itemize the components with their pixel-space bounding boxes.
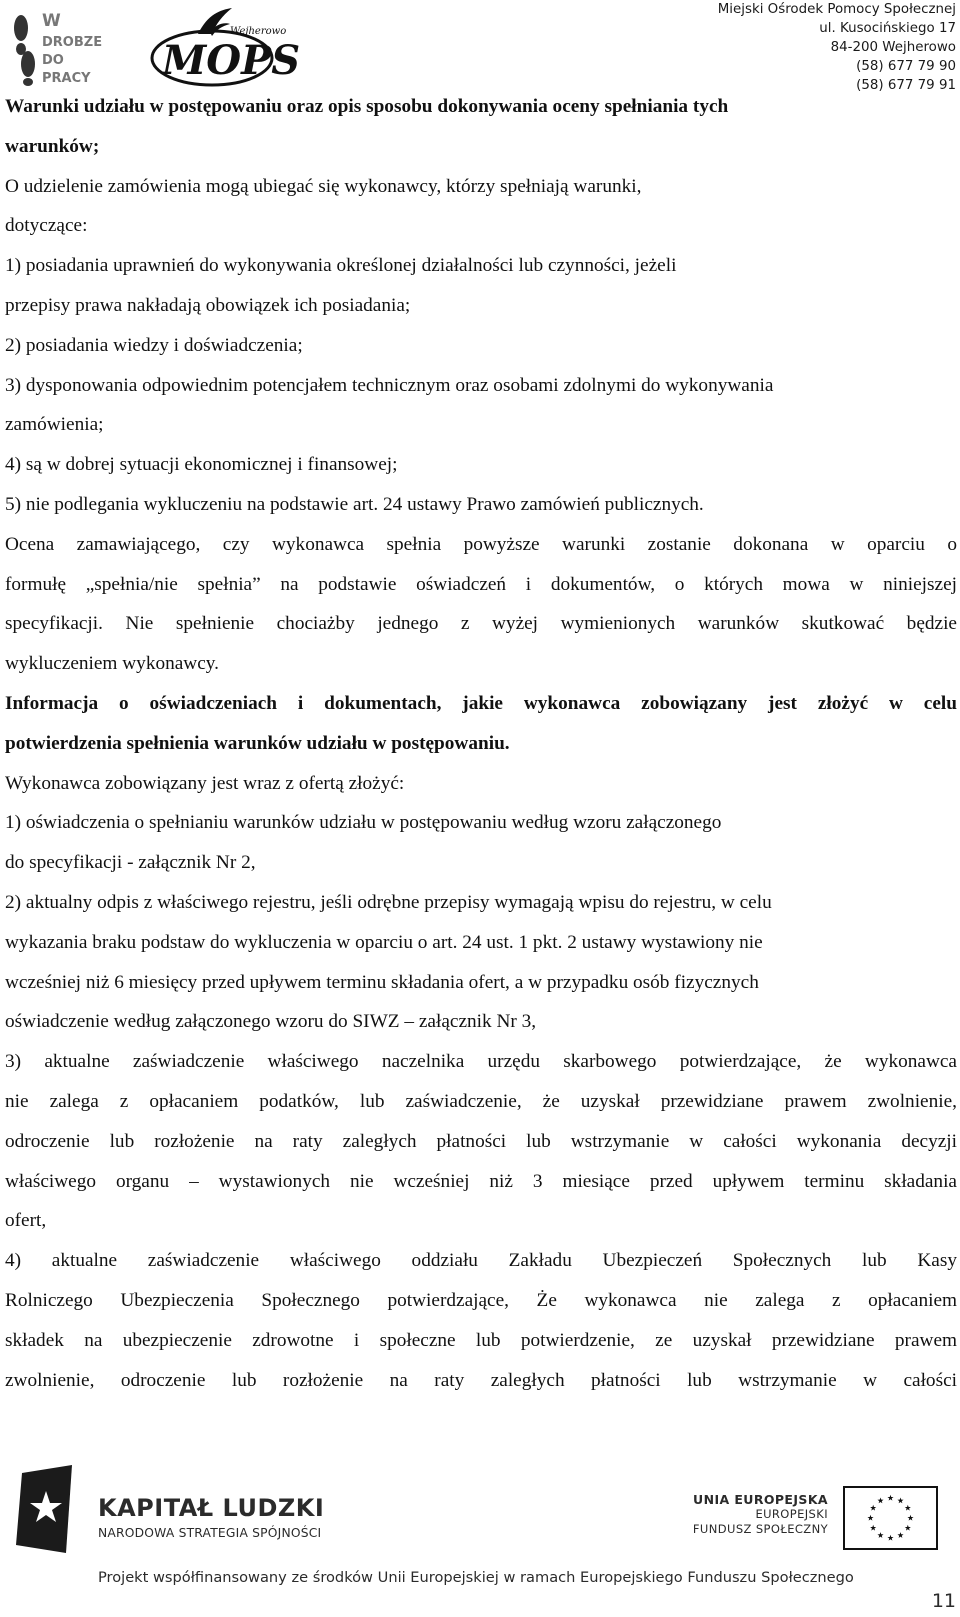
text-line: specyfikacji. Nie spełnienie chociażby jednego z wyżej wymienionych warunków skutkować będzie — [5, 613, 957, 635]
text-line: odroczenie lub rozłożenie na raty zaległych płatności lub wstrzymanie w całości wykonania decyzji — [5, 1130, 957, 1152]
eu-label-line: EUROPEJSKI — [755, 1507, 828, 1521]
eu-fund-label — [693, 1492, 828, 1537]
address-line: Miejski Ośrodek Pomocy Społecznej — [717, 2, 956, 17]
text-line: właściwego organu – wystawionych nie wcześniej niż 3 miesiące przed upływem terminu składania — [5, 1170, 957, 1192]
text-line: oświadczenie według załączonego wzoru do SIWZ – załącznik Nr 3, — [5, 1011, 537, 1033]
text-line: 4) aktualne zaświadczenie właściwego oddziału Zakładu Ubezpieczeń Społecznych lub Kasy — [5, 1250, 957, 1272]
text-line: wykluczeniem wykonawcy. — [5, 653, 219, 675]
text-line: zamówienia; — [5, 414, 104, 436]
page-number: 11 — [931, 1590, 956, 1612]
text-line: 1) posiadania uprawnień do wykonywania określonej działalności lub czynności, jeżeli — [5, 255, 677, 277]
section-heading: warunków; — [5, 135, 100, 157]
cofinancing-note: Projekt współfinansowany ze środków Unii Europejskiej w ramach Europejskiego Funduszu Społecznego — [98, 1569, 854, 1586]
section-heading: Warunki udziału w postępowaniu oraz opis sposobu dokonywania oceny spełniania tych — [5, 96, 729, 117]
text-line: wcześniej niż 6 miesięcy przed upływem terminu składania ofert, a w przypadku osób fizycznych — [5, 971, 759, 993]
section-heading: potwierdzenia spełnienia warunków udziału w postępowaniu. — [5, 732, 510, 754]
text-line: wykazania braku podstaw do wykluczenia w oparciu o art. 24 ust. 1 pkt. 2 ustawy wystawiony nie — [5, 931, 763, 953]
document-body — [5, 87, 957, 1400]
svg-text:DO: DO — [42, 53, 64, 68]
section-heading: Informacja o oświadczeniach i dokumentach, jakie wykonawca zobowiązany jest złożyć w celu — [5, 692, 957, 714]
svg-text:PRACY: PRACY — [42, 71, 91, 86]
kapital-ludzki-subtitle: NARODOWA STRATEGIA SPÓJNOŚCI — [98, 1526, 322, 1540]
text-line: 1) oświadczenia o spełnianiu warunków udziału w postępowaniu według wzoru załączonego — [5, 812, 722, 834]
institution-address — [718, 0, 956, 95]
text-line: 2) aktualny odpis z właściwego rejestru, jeśli odrębne przepisy wymagają wpisu do rejestru, w celu — [5, 891, 772, 913]
svg-text:Wejherowo: Wejherowo — [230, 26, 287, 37]
address-line: (58) 677 79 90 — [856, 59, 956, 74]
eu-label-line: FUNDUSZ SPOŁECZNY — [692, 1522, 828, 1536]
kapital-ludzki-star-icon — [16, 1465, 76, 1555]
eu-flag-icon — [843, 1486, 938, 1550]
page-footer — [0, 1455, 960, 1617]
text-line: do specyfikacji - załącznik Nr 2, — [5, 852, 256, 874]
text-line: nie zalega z opłacaniem podatków, lub zaświadczenie, że uzyskał przewidziane prawem zwolnienie, — [5, 1090, 957, 1112]
address-line: 84-200 Wejherowo — [830, 40, 956, 55]
text-line: przepisy prawa nakładają obowiązek ich posiadania; — [5, 294, 411, 316]
svg-text:DROBZE: DROBZE — [42, 35, 103, 50]
text-line: składek na ubezpieczenie zdrowotne i społeczne lub potwierdzenie, ze uzyskał przewidziane prawem — [5, 1329, 957, 1351]
mops-logo — [150, 4, 301, 88]
mops-logo-text: MOPS — [162, 37, 301, 84]
text-line: ofert, — [5, 1210, 47, 1232]
logo-wbd-text: W — [42, 11, 61, 31]
w-drodze-do-pracy-logo — [6, 6, 119, 86]
text-line: 2) posiadania wiedzy i doświadczenia; — [5, 334, 303, 356]
address-line: (58) 677 79 91 — [856, 78, 956, 93]
text-line: dotyczące: — [5, 215, 88, 237]
text-line: 5) nie podlegania wykluczeniu na podstawie art. 24 ustawy Prawo zamówień publicznych. — [5, 493, 704, 515]
eu-label-line: UNIA EUROPEJSKA — [693, 1492, 828, 1507]
text-line: 3) dysponowania odpowiednim potencjałem technicznym oraz osobami zdolnymi do wykonywania — [5, 374, 774, 396]
text-line: O udzielenie zamówienia mogą ubiegać się wykonawcy, którzy spełniają warunki, — [5, 175, 642, 197]
page-header — [0, 0, 960, 92]
text-line: Wykonawca zobowiązany jest wraz z ofertą złożyć: — [5, 772, 405, 794]
text-line: zwolnienie, odroczenie lub rozłożenie na raty zaległych płatności lub wstrzymanie w całości — [5, 1369, 957, 1391]
kapital-ludzki-title: KAPITAŁ LUDZKI — [98, 1494, 325, 1522]
address-line: ul. Kusocińskiego 17 — [819, 21, 956, 36]
text-line: Ocena zamawiającego, czy wykonawca spełnia powyższe warunki zostanie dokonana w oparciu o — [5, 533, 957, 555]
text-line: 3) aktualne zaświadczenie właściwego naczelnika urzędu skarbowego potwierdzające, że wykonawca — [5, 1051, 957, 1073]
text-line: 4) są w dobrej sytuacji ekonomicznej i finansowej; — [5, 454, 398, 476]
text-line: formułę „spełnia/nie spełnia” na podstawie oświadczeń i dokumentów, o których mowa w niniejszej — [5, 573, 957, 595]
text-line: Rolniczego Ubezpieczenia Społecznego potwierdzające, Że wykonawca nie zalega z opłacaniem — [5, 1289, 957, 1311]
